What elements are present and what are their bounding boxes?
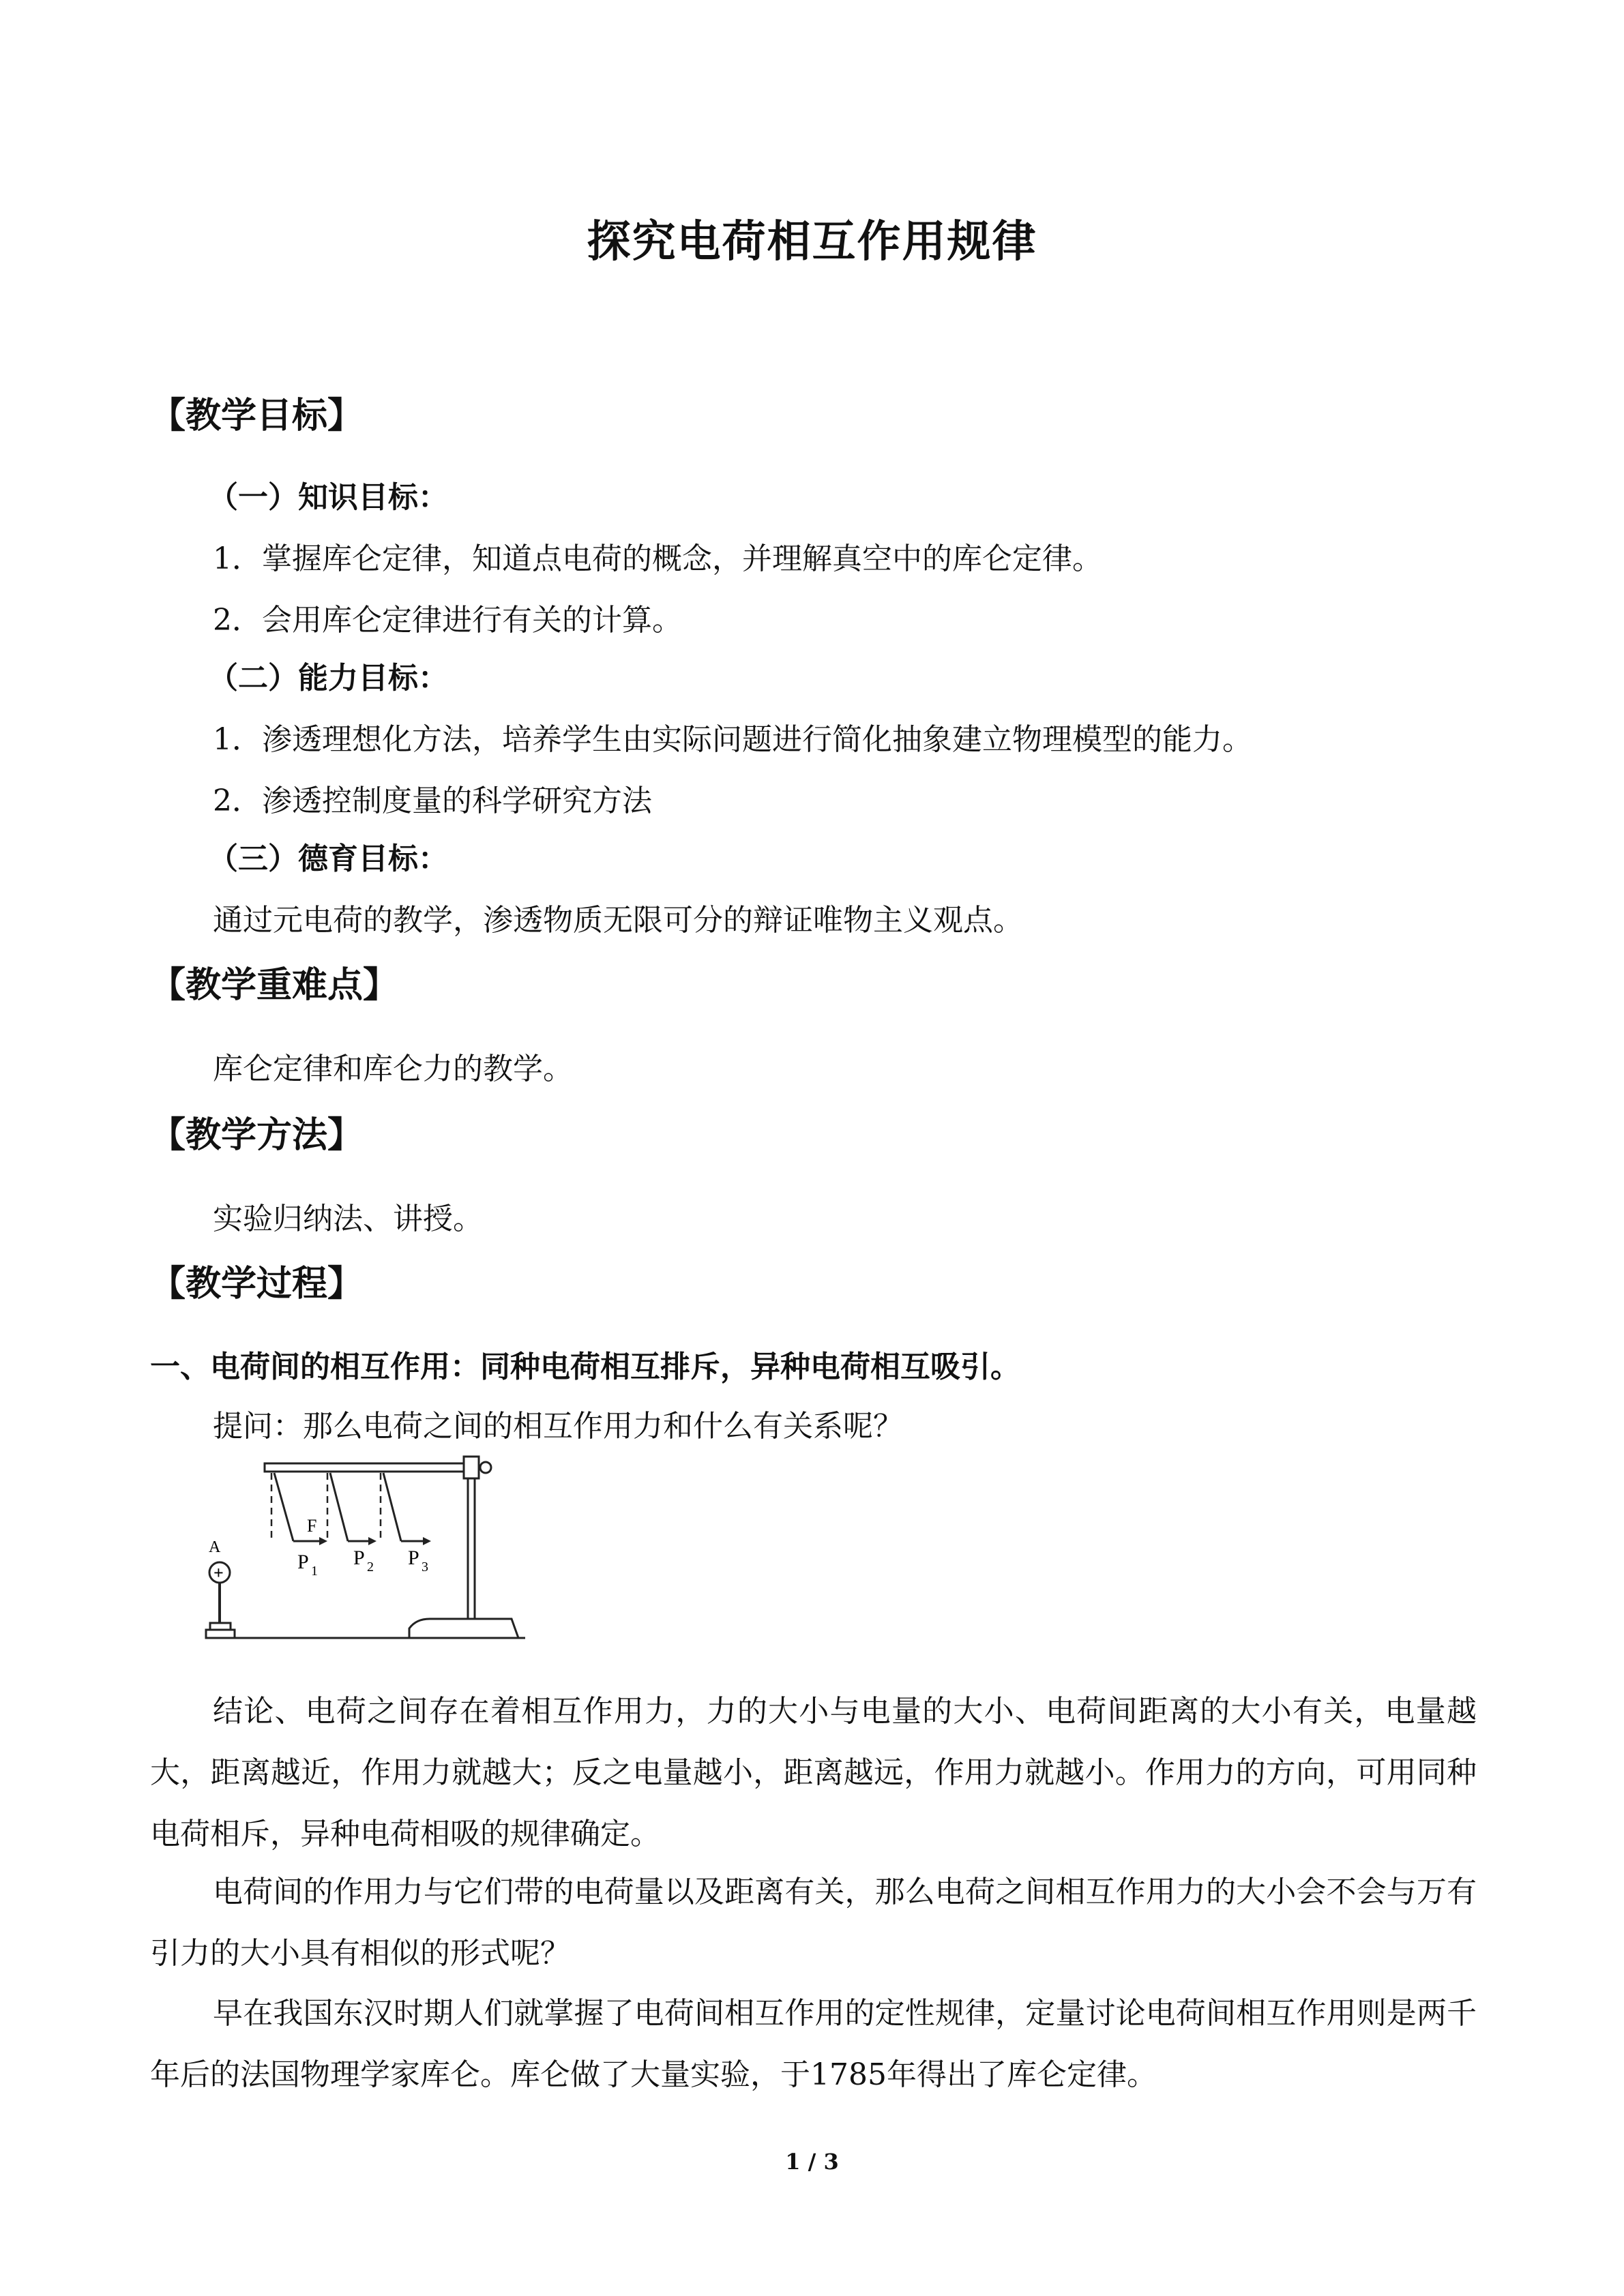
pendulum-p1	[271, 1473, 327, 1545]
clamp-screw	[480, 1462, 491, 1473]
process-part1-title: 一、电荷间的相互作用：同种电荷相互排斥，异种电荷相互吸引。	[150, 1350, 1020, 1384]
stand-base	[409, 1619, 518, 1638]
ability-objectives-title: （二）能力目标：	[208, 661, 448, 696]
key-points-text: 库仑定律和库仑力的教学。	[213, 1052, 573, 1086]
charge-interaction-figure	[205, 1452, 532, 1650]
plus-sign: +	[213, 1563, 224, 1583]
process-question: 提问：那么电荷之间的相互作用力和什么有关系呢？	[213, 1409, 903, 1444]
section-heading-process: 【教学过程】	[150, 1264, 364, 1304]
question-paragraph: 电荷间的作用力与它们带的电荷量以及距离有关，那么电荷之间相互作用力的大小会不会与万有引力的大小具有相似的形式呢？	[150, 1875, 1477, 1971]
label-p3: P	[408, 1547, 419, 1569]
knowledge-objective-item: 2．会用库仑定律进行有关的计算。	[213, 603, 682, 638]
section-heading-objectives: 【教学目标】	[150, 396, 364, 436]
charged-sphere-a	[206, 1538, 235, 1638]
moral-objectives-title: （三）德育目标：	[208, 841, 448, 876]
label-p3-sub: 3	[422, 1560, 428, 1575]
label-p2-sub: 2	[367, 1560, 374, 1575]
ability-objective-item: 1．渗透理想化方法，培养学生由实际问题进行简化抽象建立物理模型的能力。	[213, 722, 1252, 757]
section-heading-methods: 【教学方法】	[150, 1115, 364, 1156]
moral-objective-item: 通过元电荷的教学，渗透物质无限可分的辩证唯物主义观点。	[213, 903, 1023, 938]
label-a: A	[209, 1538, 221, 1556]
label-p2: P	[353, 1547, 365, 1569]
label-p1-sub: 1	[311, 1564, 318, 1579]
pendulum-p3	[381, 1473, 431, 1545]
document-title: 探究电荷相互作用规律	[587, 217, 1037, 267]
ability-objective-item: 2．渗透控制度量的科学研究方法	[213, 784, 652, 818]
knowledge-objective-item: 1．掌握库仑定律，知道点电荷的概念，并理解真空中的库仑定律。	[213, 541, 1102, 576]
clamp	[464, 1457, 479, 1478]
methods-text: 实验归纳法、讲授。	[213, 1202, 483, 1236]
knowledge-objectives-title: （一）知识目标：	[208, 480, 448, 515]
pendulum-p2	[327, 1473, 377, 1545]
section-heading-key-points: 【教学重难点】	[150, 965, 399, 1006]
force-label: F	[307, 1516, 317, 1536]
label-p1: P	[297, 1551, 309, 1573]
history-paragraph: 早在我国东汉时期人们就掌握了电荷间相互作用的定性规律，定量讨论电荷间相互作用则是两千年后的法国物理学家库仑。库仑做了大量实验，于1785年得出了库仑定律。	[150, 1996, 1477, 2092]
page-indicator: 1 / 3	[785, 2149, 839, 2175]
support-bar	[265, 1463, 469, 1472]
conclusion-paragraph: 结论、电荷之间存在着相互作用力，力的大小与电量的大小、电荷间距离的大小有关，电量越大，距离越近，作用力就越大；反之电量越小，距离越远，作用力就越小。作用力的方向，可用同种电荷相斥，异种电荷相吸的规律确定。	[150, 1694, 1477, 1851]
